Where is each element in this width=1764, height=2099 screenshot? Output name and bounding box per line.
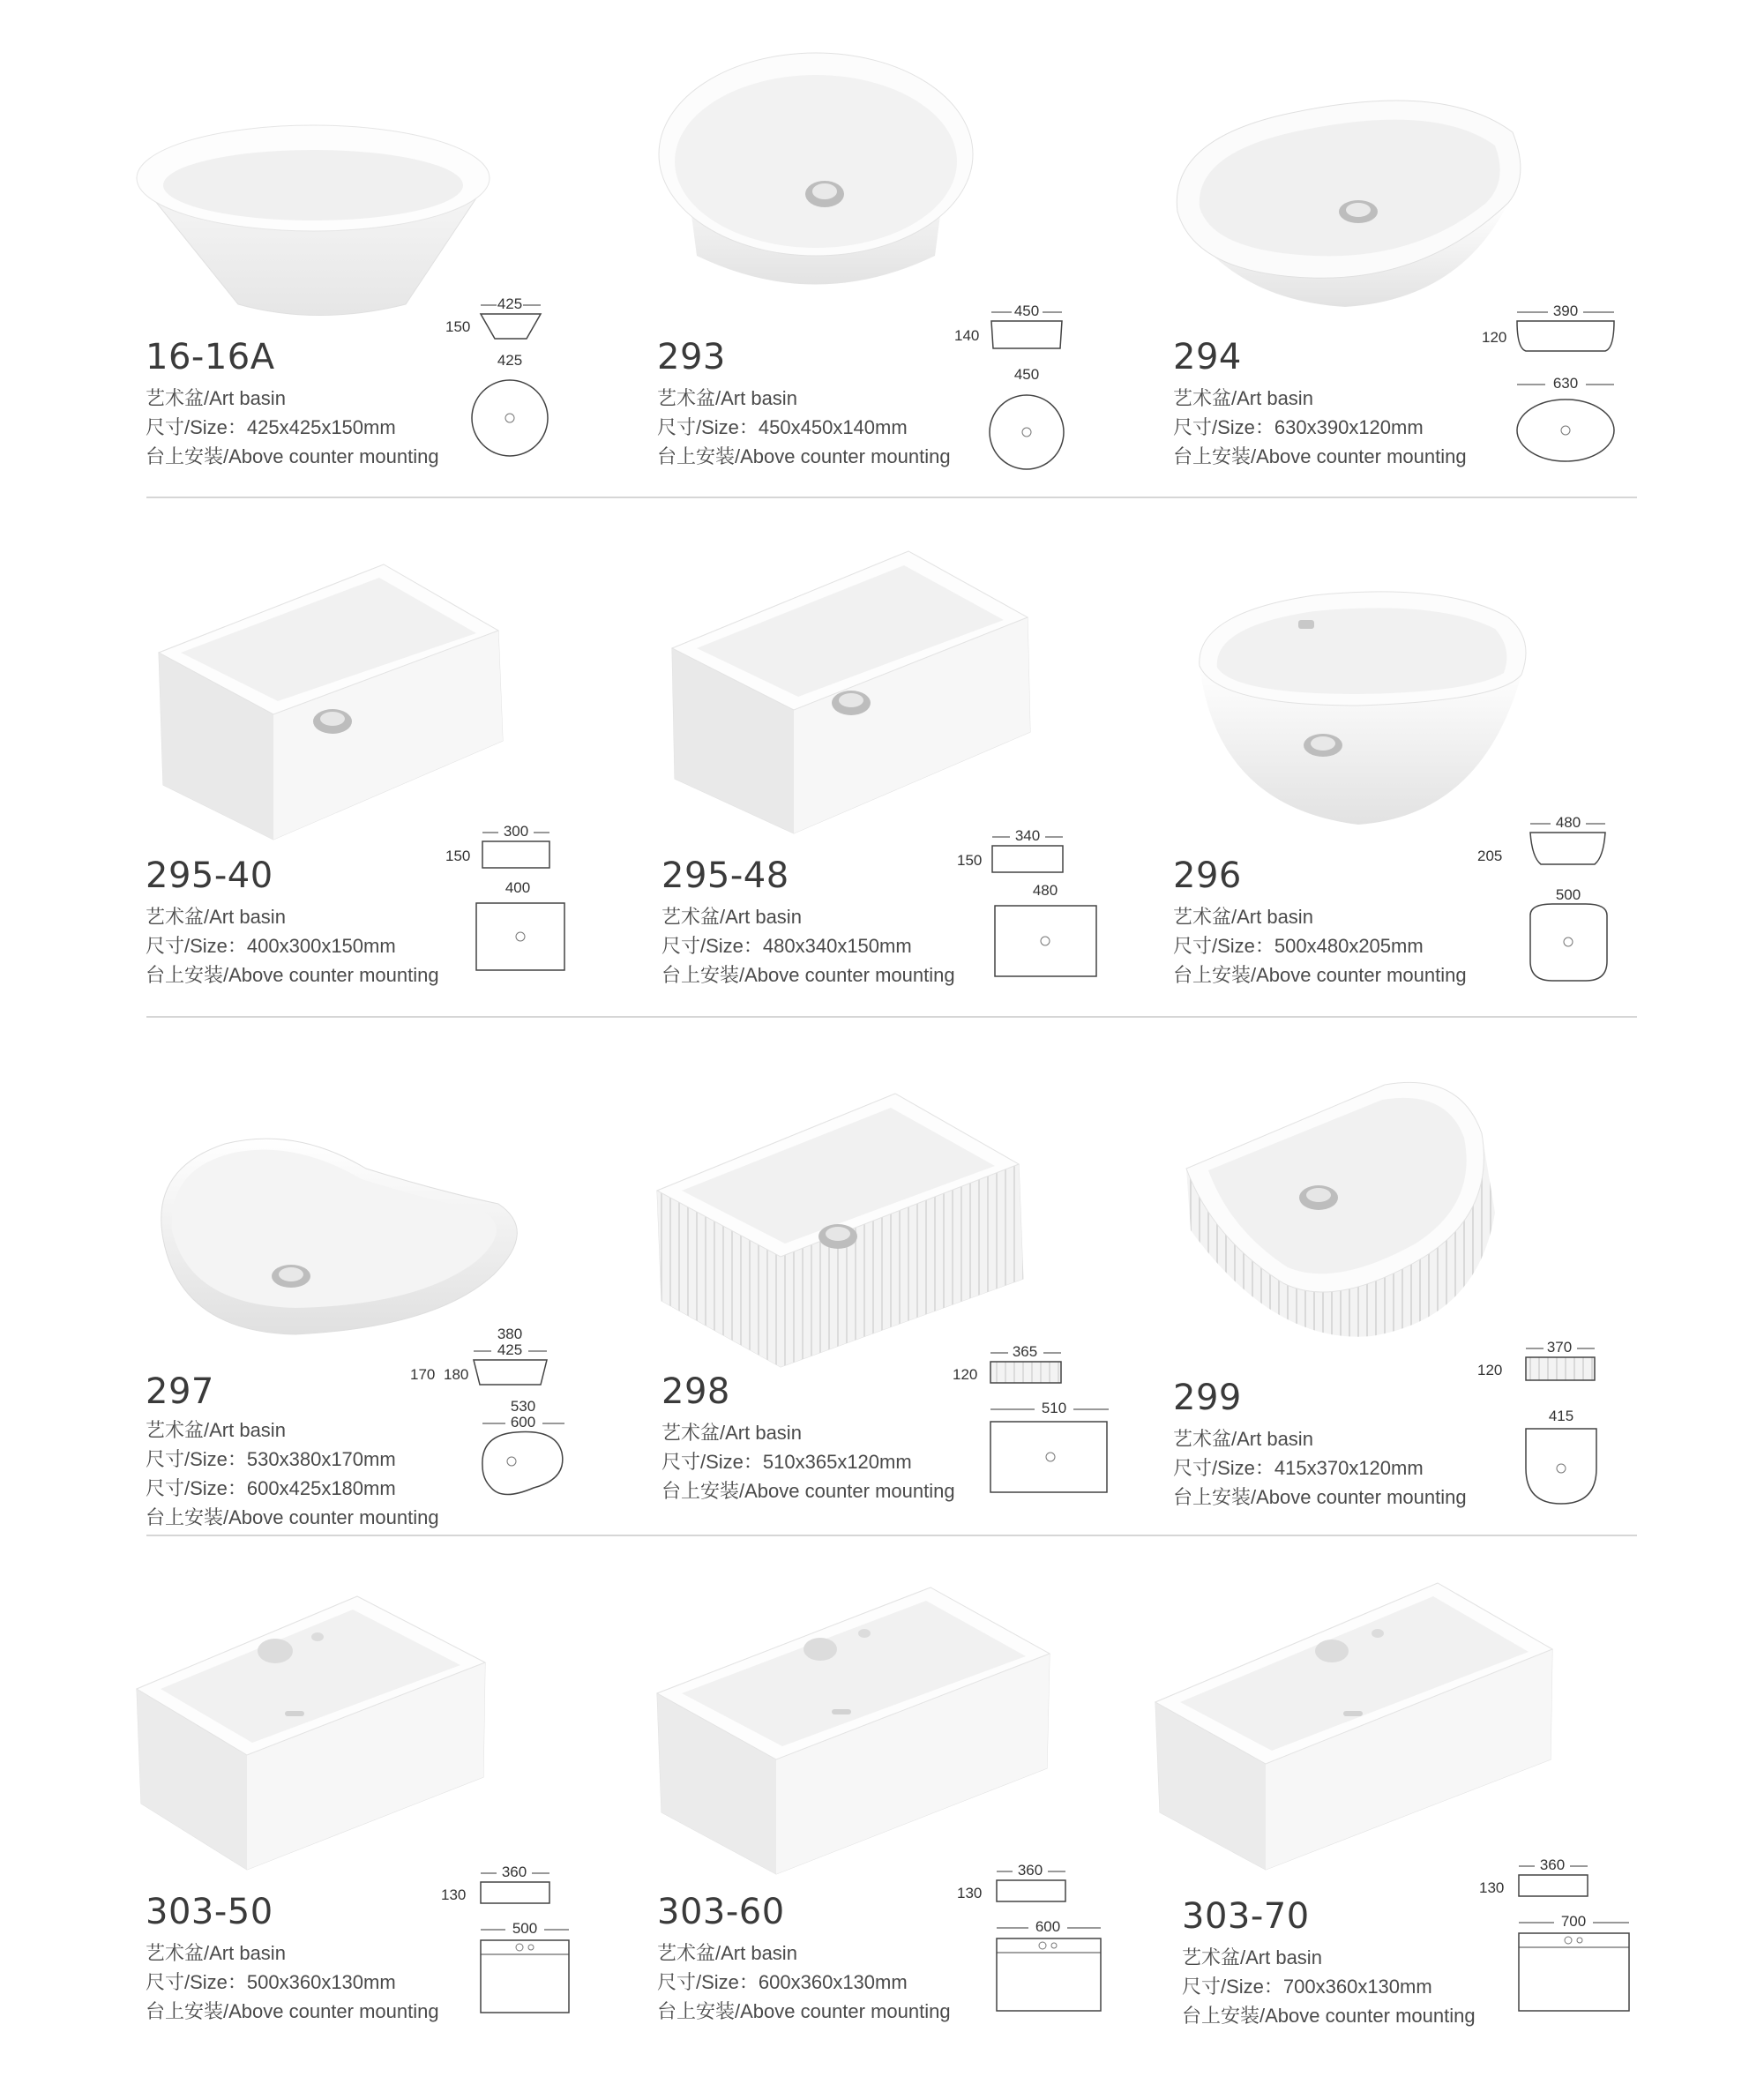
side-height-label: 130 (441, 1886, 467, 1903)
mounting-spec: 台上安装/Above counter mounting (146, 445, 439, 467)
basin-type: 艺术盆/Art basin (146, 1419, 286, 1441)
top-width-label: 300 (503, 823, 529, 840)
size-spec: 尺寸/Size：510x365x120mm (662, 1451, 912, 1473)
basin-photo (132, 106, 503, 309)
model-number: 296 (1173, 855, 1242, 896)
size-spec-2: 尺寸/Size：600x425x180mm (146, 1477, 396, 1499)
plan-width-label: 600 (1035, 1918, 1061, 1935)
basin-type: 艺术盆/Art basin (146, 387, 286, 409)
dimension-diagram (954, 300, 1078, 494)
size-spec: 尺寸/Size：600x360x130mm (657, 1971, 908, 1993)
plan-width-label: 480 (1032, 882, 1058, 899)
spec-list (146, 384, 439, 471)
plan-width-label: 530 (510, 1398, 536, 1415)
side-height-label: 130 (957, 1885, 983, 1901)
dimension-diagram (445, 293, 569, 491)
spec-list (662, 1418, 955, 1505)
model-number: 299 (1173, 1378, 1242, 1418)
side-height-label: 150 (445, 848, 471, 864)
basin-photo (132, 1587, 503, 1879)
spec-list (1173, 902, 1467, 990)
top-width-label: 360 (1017, 1862, 1043, 1879)
product-298 (657, 1094, 1151, 1535)
model-number: 303-70 (1182, 1896, 1310, 1937)
basin-photo (146, 564, 516, 847)
spec-list (146, 1416, 439, 1532)
basin-photo (1182, 586, 1535, 833)
top-width-label: 480 (1555, 814, 1581, 831)
spec-list (1182, 1943, 1476, 2030)
basin-type: 艺术盆/Art basin (662, 906, 802, 928)
plan-width-label: 425 (497, 352, 523, 369)
dimension-diagram (957, 825, 1102, 979)
product-303-60 (648, 1579, 1151, 2028)
plan-width-label: 450 (1013, 366, 1040, 383)
model-number: 297 (146, 1371, 214, 1412)
dimension-diagram (953, 1341, 1111, 1517)
mounting-spec: 台上安装/Above counter mounting (657, 2000, 951, 2022)
plan-width-label: 400 (505, 879, 531, 896)
size-spec: 尺寸/Size：400x300x150mm (146, 935, 396, 957)
top-width-label-2: 425 (497, 1341, 523, 1358)
basin-photo (648, 1579, 1063, 1879)
basin-photo (644, 49, 979, 313)
product-297 (146, 1133, 639, 1530)
dimension-diagram (410, 1325, 560, 1519)
model-number: 303-60 (657, 1892, 785, 1932)
product-303-50 (132, 1587, 635, 2028)
top-width-label: 365 (1012, 1343, 1038, 1360)
side-height-label: 205 (1477, 848, 1503, 864)
top-width-label: 450 (1013, 303, 1040, 319)
spec-list (657, 384, 951, 471)
spec-list (146, 902, 439, 990)
mounting-spec: 台上安装/Above counter mounting (146, 1506, 439, 1528)
mounting-spec: 台上安装/Above counter mounting (146, 2000, 439, 2022)
model-number: 294 (1173, 337, 1242, 377)
product-293 (644, 49, 1138, 476)
size-spec: 尺寸/Size：530x380x170mm (146, 1448, 396, 1470)
row-divider (146, 497, 1637, 498)
size-spec: 尺寸/Size：425x425x150mm (146, 416, 396, 438)
basin-type: 艺术盆/Art basin (657, 1942, 797, 1964)
mounting-spec: 台上安装/Above counter mounting (1173, 1486, 1467, 1508)
dimension-diagram (1479, 1854, 1647, 2030)
top-width-label: 425 (497, 295, 523, 312)
spec-list (657, 1938, 951, 2026)
side-height-label: 120 (953, 1366, 978, 1383)
basin-type: 艺术盆/Art basin (662, 1422, 802, 1444)
mounting-spec: 台上安装/Above counter mounting (662, 964, 955, 986)
basin-type: 艺术盆/Art basin (1173, 906, 1313, 928)
size-spec: 尺寸/Size：630x390x120mm (1173, 416, 1424, 438)
basin-type: 艺术盆/Art basin (1173, 1428, 1313, 1450)
size-spec: 尺寸/Size：415x370x120mm (1173, 1457, 1424, 1479)
product-303-70 (1155, 1570, 1658, 2028)
spec-list (1173, 384, 1467, 471)
side-height-label: 120 (1482, 329, 1507, 346)
dimension-diagram (957, 1859, 1116, 2027)
mounting-spec: 台上安装/Above counter mounting (1173, 964, 1467, 986)
plan-width-label: 500 (1555, 886, 1581, 903)
side-height-label: 170 (410, 1366, 436, 1383)
basin-photo (1177, 1080, 1513, 1345)
top-width-label: 390 (1552, 303, 1579, 319)
top-width-label: 360 (501, 1864, 527, 1880)
model-number: 293 (657, 337, 726, 377)
model-number: 303-50 (146, 1892, 273, 1932)
size-spec: 尺寸/Size：450x450x140mm (657, 416, 908, 438)
top-width-label: 380 (497, 1326, 523, 1342)
product-294 (1160, 79, 1654, 476)
mounting-spec: 台上安装/Above counter mounting (657, 445, 951, 467)
basin-photo (1155, 1570, 1561, 1870)
mounting-spec: 台上安装/Above counter mounting (1173, 445, 1467, 467)
spec-list (662, 902, 955, 990)
side-height-label: 130 (1479, 1879, 1505, 1896)
product-296 (1173, 586, 1658, 997)
dimension-diagram (1477, 1336, 1623, 1513)
size-spec: 尺寸/Size：700x360x130mm (1182, 1976, 1432, 1998)
side-height-label: 140 (954, 327, 980, 344)
basin-photo (662, 551, 1032, 842)
side-height-label: 120 (1477, 1362, 1503, 1378)
spec-list (1173, 1424, 1467, 1512)
plan-width-label: 510 (1041, 1400, 1067, 1416)
plan-width-label: 630 (1552, 375, 1579, 392)
side-height-label-2: 180 (444, 1366, 469, 1383)
mounting-spec: 台上安装/Above counter mounting (662, 1480, 955, 1502)
basin-type: 艺术盆/Art basin (146, 1942, 286, 1964)
basin-type: 艺术盆/Art basin (1182, 1946, 1322, 1968)
dimension-diagram (1477, 811, 1623, 997)
dimension-diagram (441, 1861, 587, 2028)
top-width-label: 360 (1539, 1856, 1566, 1873)
dimension-diagram (445, 820, 578, 983)
plan-width-label: 415 (1548, 1408, 1574, 1424)
model-number: 295-48 (662, 855, 789, 896)
size-spec: 尺寸/Size：500x360x130mm (146, 1971, 396, 1993)
row-divider (146, 1016, 1637, 1018)
product-295-40 (146, 564, 639, 997)
size-spec: 尺寸/Size：500x480x205mm (1173, 935, 1424, 957)
basin-type: 艺术盆/Art basin (146, 906, 286, 928)
product-295-48 (662, 551, 1155, 997)
side-height-label: 150 (445, 318, 471, 335)
dimension-diagram (1482, 300, 1618, 467)
product-299 (1173, 1080, 1658, 1535)
mounting-spec: 台上安装/Above counter mounting (146, 964, 439, 986)
plan-width-label-2: 600 (510, 1414, 536, 1430)
side-height-label: 150 (957, 852, 983, 869)
model-number: 295-40 (146, 855, 273, 896)
model-number: 16-16A (146, 337, 275, 377)
plan-width-label: 700 (1560, 1913, 1587, 1930)
top-width-label: 370 (1546, 1339, 1573, 1356)
top-width-label: 340 (1014, 827, 1041, 844)
plan-width-label: 500 (512, 1920, 538, 1937)
basin-type: 艺术盆/Art basin (657, 387, 797, 409)
model-number: 298 (662, 1371, 730, 1412)
spec-list (146, 1938, 439, 2026)
basin-photo (146, 1133, 534, 1345)
mounting-spec: 台上安装/Above counter mounting (1182, 2005, 1476, 2027)
product-16-16A (132, 106, 626, 476)
basin-photo (1160, 79, 1530, 317)
basin-type: 艺术盆/Art basin (1173, 387, 1313, 409)
basin-photo (657, 1094, 1028, 1376)
row-divider (146, 1535, 1637, 1536)
size-spec: 尺寸/Size：480x340x150mm (662, 935, 912, 957)
